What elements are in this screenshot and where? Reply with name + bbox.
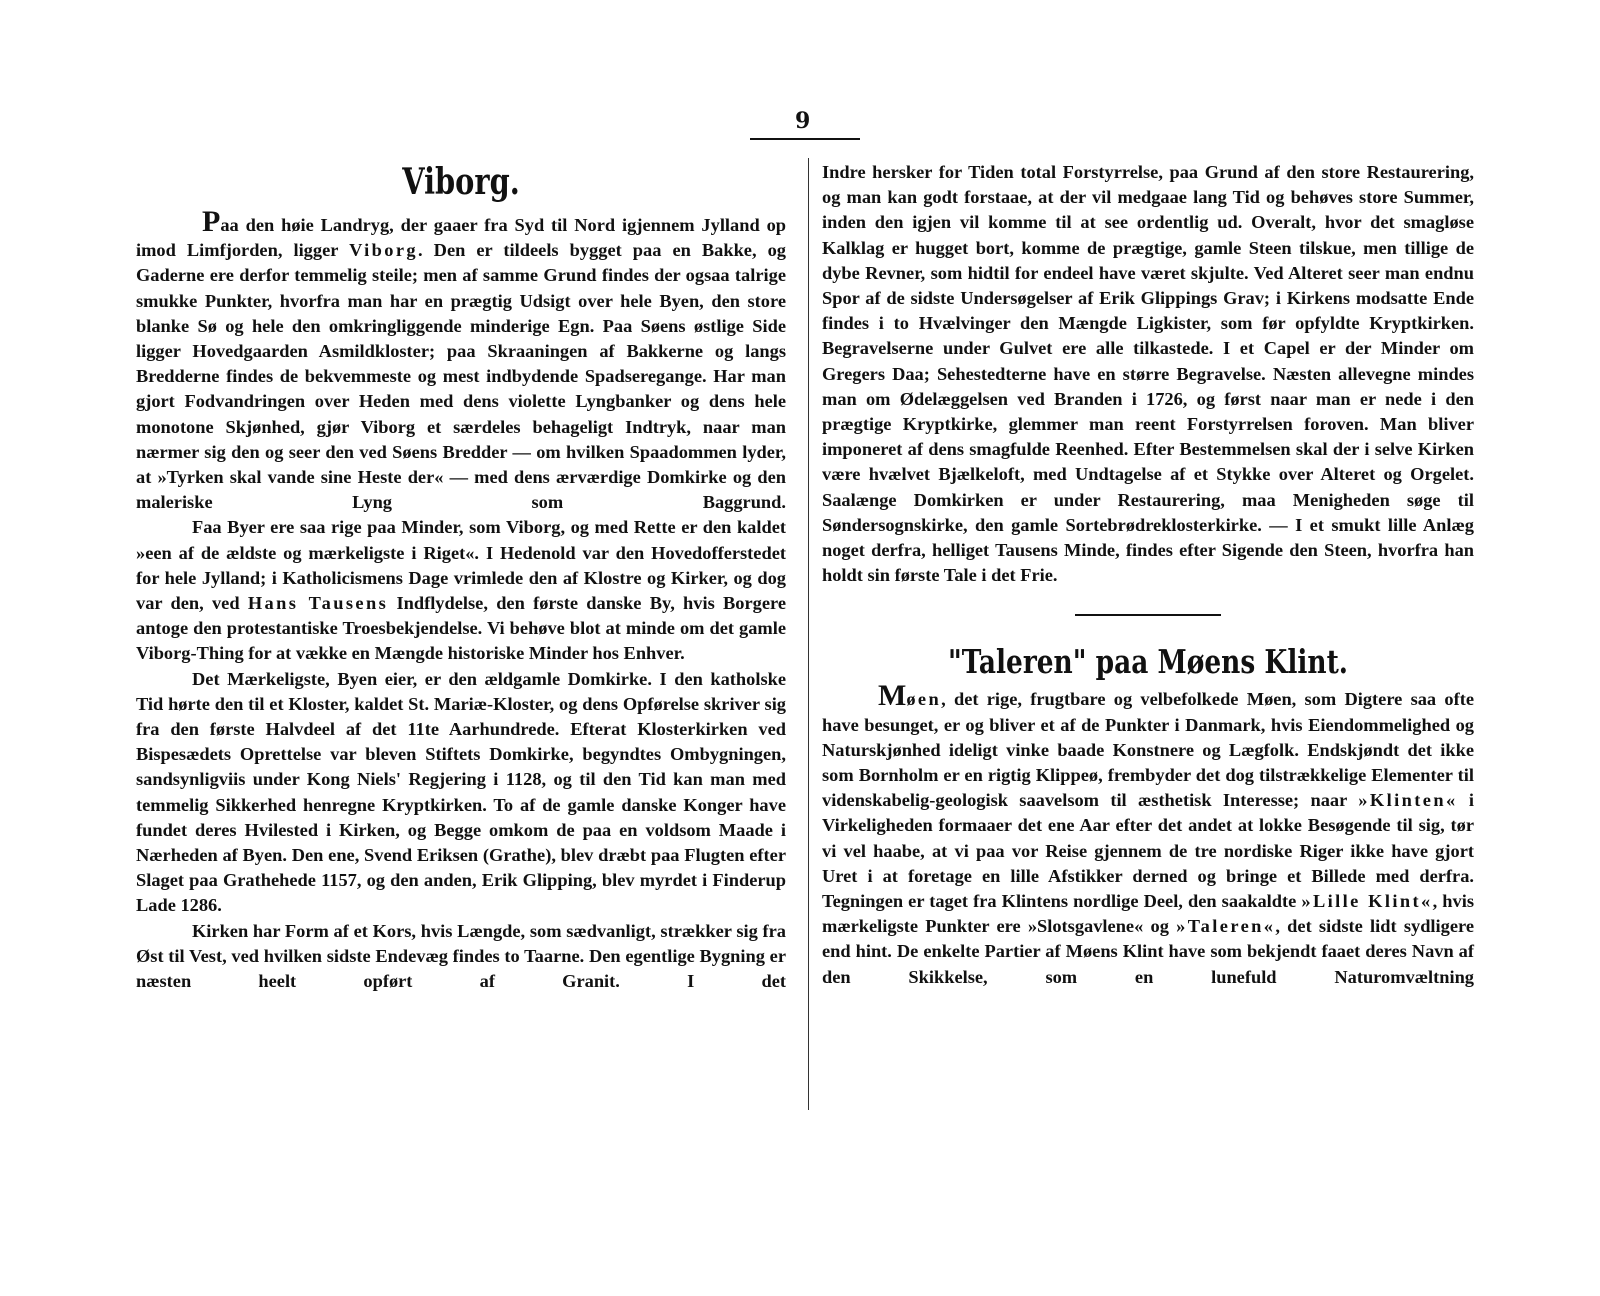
text-run: . Den er tildeels bygget paa en Bakke, og Gaderne ere derfor temmelig steile; men af samme Grund findes der ogsaa talrige smukke Punkter, hvorfra man har en prægtig Udsigt over hele Byen, den store blanke Sø og hele den omkringliggende minderige Egn. Paa Søens østlige Side ligger Hovedgaarden Asmildkloster; paa Skraaningen af Bakkerne og langs Bredderne findes de bekvemmeste og mest indbydende Spadseregange. Har man gjort Fodvandringen over Heden med dens violette Lyngbanker og dens hele monotone Skjønhed, gjør Viborg et særdeles behageligt Indtryk, naar man nærmer sig den og seer den ved Søens Bredder — om hvilken Spaadommen lyder, at »Tyrken skal vande sine Heste der« — med dens ærværdige Domkirke og den maleriske Lyng som Baggrund.: [136, 240, 786, 513]
paragraph: Indre hersker for Tiden total Forstyrrelse, paa Grund af den store Restaurering, og man kan godt forstaae, at der vil medgaae lang Tid og behøves store Summer, inden den igjen vil komme til at see ordentlig ud. Overalt, hvor det smagløse Kalklag er hugget bort, komme de prægtige, gamle Steen tilskue, men tillige de dybe Revner, som hidtil for endeel have været skjulte. Ved Alteret seer man endnu Spor af de sidste Undersøgelser af Erik Glippings Grav; i Kirkens modsatte Ende findes i to Hvælvinger den Mængde Ligkister, som før opfyldte Kryptkirken. Begravelserne under Gulvet ere alle tilkastede. I et Capel er der Minder om Gregers Daa; Sehestedterne have en større Begravelse. Næsten allevegne mindes man om Ødelæggelsen ved Branden i 1726, og først naar man er nede i den prægtige Kryptkirke, glemmer man reent Forstyrrelsen foroven. Man bliver imponeret af dens smagfulde Reenhed. Efter Bestemmelsen skal der i selve Kirken være hvælvet Bjælkeloft, med Undtagelse af et Stykke over Alteret og Orgelet. Saalænge Domkirken er under Restaurering, maa Menigheden søge til Søndersognskirke, den gamle Sortebrødreklosterkirke. — I et smukt lille Anlæg noget derfra, helliget Tausens Minde, findes efter Sigende den Steen, hvorfra han holdt sin første Tale i det Frie.: [822, 162, 1474, 586]
text-run: Indflydelse, den første danske By, hvis Borgere antoge den protestantiske Troesbekjendelse. Vi behøve blot at minde om det gamle Viborg-Thing for at vække en Mængde historiske Minder hos Enhver.: [136, 593, 786, 664]
spaced-text: »Klinten«: [1358, 790, 1458, 811]
text-run: aa den høie Landryg, der gaaer fra Syd til Nord igjennem Jylland op imod Limfjorden, ligger: [136, 215, 786, 261]
paragraph: [822, 679, 1474, 989]
right-column: [822, 160, 1474, 990]
left-column: [136, 160, 786, 994]
section-rule: [1075, 614, 1221, 616]
article-body-taleren: [822, 679, 1474, 989]
initial-letter: P: [202, 205, 221, 238]
paragraph: Det Mærkeligste, Byen eier, er den ældgamle Domkirke. I den katholske Tid hørte den til et Kloster, kaldet St. Mariæ-Kloster, og dens Opførelse skriver sig fra den første Halvdeel af det 11te Aarhundrede. Efterat Klosterkirken ved Bispesædets Oprettelse var bleven Stiftets Domkirke, begyndtes Ombygningen, sandsynligviis under Kong Niels' Regjering i 1128, og til den Tid kan man med temmelig Sikkerhed henregne Kryptkirken. To af de gamle danske Konger have fundet deres Hvilested i Kirken, og Begge omkom de paa en voldsom Maade i Nærheden af Byen. Den ene, Svend Eriksen (Grathe), blev dræbt paa Flugten efter Slaget paa Grathehede 1157, og den anden, Erik Glipping, blev myrdet i Finderup Lade 1286.: [136, 668, 786, 916]
article-body-viborg-continued: [822, 160, 1474, 588]
text-run: i Virkeligheden formaaer det ene Aar efter det andet at lokke Besøgende til sig, tør vi vel haabe, at vi paa vor Reise gjennem de tre nordiske Riger ikke have gjort Uret i at foretage en lille Afstikker derned og bringe et Billede med derfra. Tegningen er taget fra Klintens nordlige Deel, den saakaldte: [822, 790, 1474, 912]
spaced-text: »Lille Klint«: [1301, 891, 1433, 912]
column-divider: [808, 158, 809, 1110]
article-title-taleren: "Taleren" paa Møens Klint.: [948, 642, 1348, 682]
text-run: , hvis mærkeligste Punkter ere »Slotsgavlene« og: [822, 891, 1474, 937]
spaced-text: »Taleren«: [1176, 916, 1276, 937]
paragraph: Kirken har Form af et Kors, hvis Længde, som sædvanligt, strækker sig fra Øst til Vest, ved hvilken sidste Endevæg findes to Taarne. Den egentlige Bygning er næsten heelt opført af Granit. I det: [136, 920, 786, 992]
spaced-text: Hans Tausens: [247, 593, 389, 614]
spaced-text: Viborg: [349, 240, 419, 261]
initial-letter: M: [878, 679, 907, 713]
paragraph: [136, 515, 786, 666]
page-number: 9: [795, 108, 811, 134]
header-rule: [750, 138, 860, 140]
article-title-viborg: Viborg.: [402, 161, 520, 203]
text-run: , det sidste lidt sydligere end hint. De enkelte Partier af Møens Klint have som bekjendt faaet deres Navn af den Skikkelse, som en lunefuld Naturomvæltning: [822, 916, 1474, 987]
spaced-text: øen: [906, 689, 942, 710]
text-run: Faa Byer ere saa rige paa Minder, som Viborg, og med Rette er den kaldet »een af de ældste og mærkeligste i Riget«. I Hedenold var den Hovedofferstedet for hele Jylland; i Katholicismens Dage vrimlede den af Klostre og Kirker, og dog var den, ved: [136, 517, 786, 614]
article-body-viborg: [136, 205, 786, 994]
text-run: , det rige, frugtbare og velbefolkede Møen, som Digtere saa ofte have besunget, er og bliver et af de Punkter i Danmark, hvis Eiendommelighed og Naturskjønhed ideligt vinke baade Konstnere og Lægfolk. Endskjøndt det ikke som Bornholm er en rigtig Klippeø, frembyder det dog tilstrækkelige Elementer til videnskabelig-geologisk saavelsom til æsthetisk Interesse; naar: [822, 689, 1474, 811]
paragraph: [136, 205, 786, 515]
